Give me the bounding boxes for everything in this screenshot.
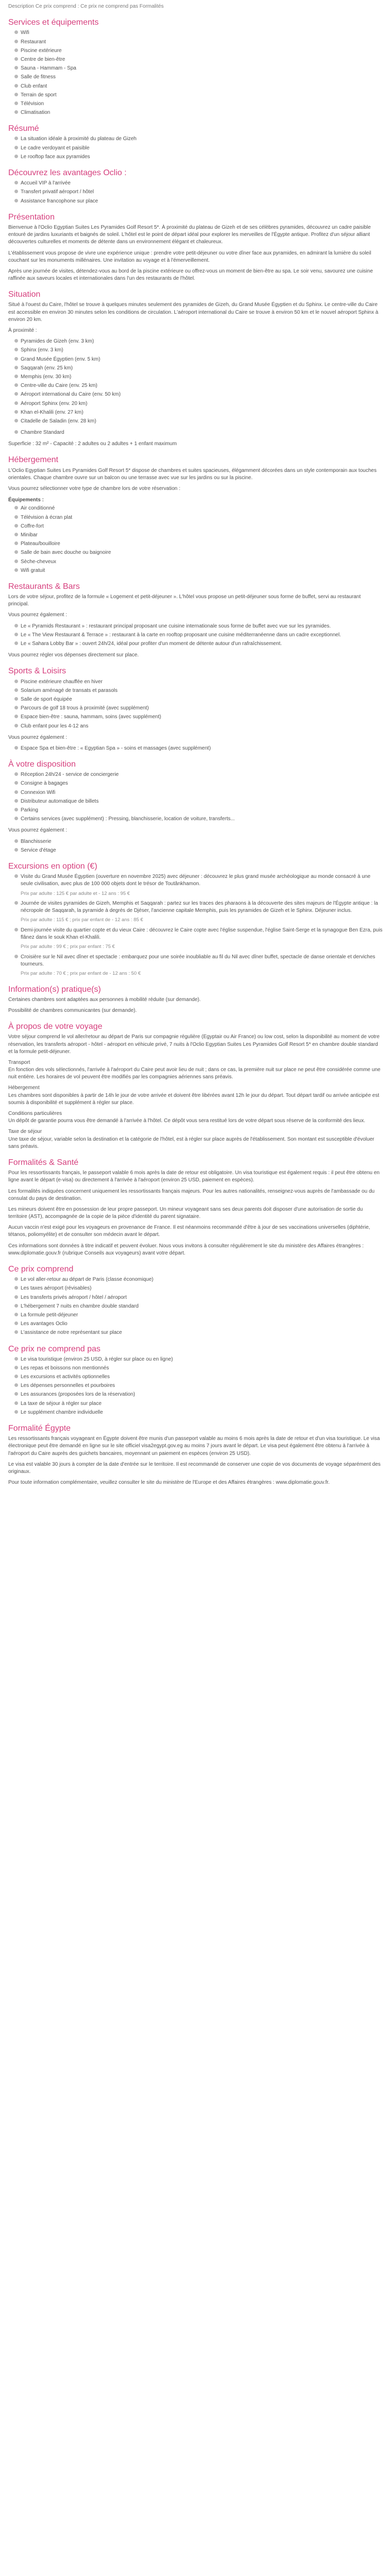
sport-item: Espace bien-être : sauna, hammam, soins (avec supplément) — [14, 714, 383, 721]
intro-text: Description Ce prix comprend : Ce prix ne comprend pas Formalités — [8, 4, 164, 9]
egypte-paragraph: Les ressortissants français voyageant en Égypte doivent être munis d'un passeport valable au moins 6 mois après la date de retour et d'un visa touristique. Le visa électronique peut être demandé en ligne sur le site officiel visa2egypt.gov.eg au moins 7 jours avant le départ. Le visa peut également être obtenu à l'arrivée à l'aéroport du Caire auprès des guichets bancaires, moyennant un paiement en espèces (environ 25 USD). — [8, 1436, 380, 1456]
advantage-item: Assistance francophone sur place — [14, 198, 383, 205]
included-list — [8, 1276, 383, 1336]
advantage-item: Accueil VIP à l'arrivée — [14, 180, 383, 187]
restaurants-paragraph: Lors de votre séjour, profitez de la formule « Logement et petit-déjeuner ». L'hôtel vous propose un petit-déjeuner sous forme de buffet, servi au restaurant principal. — [8, 594, 361, 607]
nearby-list — [8, 338, 383, 425]
section-title-restaurants: Restaurants & Bars — [8, 582, 80, 591]
info-paragraph: Certaines chambres sont adaptées aux personnes à mobilité réduite (sur demande). — [8, 996, 201, 1003]
formalites-paragraph: Aucun vaccin n'est exigé pour les voyageurs en provenance de France. Il est néanmoins recommandé d'être à jour de ses vaccinations universelles (diphtérie, tétanos, poliomyélite) et de consulter son médecin avant le départ. — [8, 1225, 370, 1238]
info-text — [8, 996, 383, 1014]
excursion-text: Journée de visites pyramides de Gizeh, Memphis et Saqqarah : partez sur les traces des pharaons à la découverte des sites majeurs de l'Égypte antique : la nécropole de Saqqarah, la pyramide à degrés de Djéser, l'ancienne capitale Memphis, puis les pyramides de Gizeh et le Sphinx. Déjeuner inclus. — [21, 900, 378, 914]
not-included-item: Les assurances (proposées lors de la réservation) — [14, 1391, 383, 1398]
presentation-paragraph: L'établissement vous propose de vivre une expérience unique : prendre votre petit-déjeuner ou votre dîner face aux pyramides, en admirant la lumière du soleil couchant sur les monuments millénaires. Une invitation au voyage et à l'émerveillement. — [8, 250, 371, 263]
presentation-text — [8, 224, 383, 282]
service-item: Club enfant — [14, 83, 383, 90]
disposition-item: Connexion Wifi — [14, 789, 383, 796]
situation-text — [8, 301, 383, 324]
presentation-paragraph: Bienvenue à l'Oclio Egyptian Suites Les Pyramides Golf Resort 5*. À proximité du plateau de Gizeh et de ses célèbres pyramides, découvrez un cadre paisible entouré de jardins luxuriants et baignés de soleil. L'hôtel est le point de départ idéal pour explorer les merveilles de l'Égypte antique. Profitez d'un séjour alliant découvertes culturelles et moments de détente dans un environnement élégant et chaleureux. — [8, 224, 371, 245]
nearby-item: Pyramides de Gizeh (env. 3 km) — [14, 338, 383, 345]
equipments-title: Équipements : — [8, 497, 44, 503]
section-title-disposition: À votre disposition — [8, 760, 76, 769]
excursion-text: Croisière sur le Nil avec dîner et spectacle : embarquez pour une soirée inoubliable au fil du Nil avec dîner buffet, spectacle de danse orientale et derviches tourneurs. — [21, 954, 376, 967]
propos-paragraph: Conditions particulières Un dépôt de garantie pourra vous être demandé à l'arrivée à l'hôtel. Ce dépôt vous sera restitué lors de votre départ sous réserve de la conformité des lieux. — [8, 1111, 365, 1124]
room-list — [8, 429, 383, 436]
excursion-price: Prix par adulte : 115 € ; prix par enfant de - 12 ans : 85 € — [21, 917, 143, 923]
section-title-formalites: Formalités & Santé — [8, 1158, 79, 1167]
sport-item: Solarium aménagé de transats et parasols — [14, 687, 383, 694]
service-item: Sauna - Hammam - Spa — [14, 65, 383, 72]
room-item — [14, 429, 383, 436]
not-included-item: Le visa touristique (environ 25 USD, à régler sur place ou en ligne) — [14, 1356, 383, 1363]
section-title-excursions: Excursions en option (€) — [8, 861, 97, 871]
excursion-list — [8, 873, 383, 977]
restaurant-item: Le « Sahara Lobby Bar » : ouvert 24h/24, idéal pour profiter d'un moment de détente autour d'un rafraîchissement. — [14, 640, 383, 648]
nearby-item: Grand Musée Égyptien (env. 5 km) — [14, 356, 383, 363]
service-item: Centre de bien-être — [14, 56, 383, 63]
equipment-item: Minibar — [14, 532, 383, 539]
not-included-item: Les excursions et activités optionnelles — [14, 1374, 383, 1381]
restaurant-item: Le « Pyramids Restaurant » : restaurant principal proposant une cuisine internationale sous forme de buffet avec vue sur les pyramides. — [14, 623, 383, 630]
excursion-item — [14, 873, 383, 897]
equipment-item: Plateau/bouilloire — [14, 540, 383, 548]
disposition-item: Réception 24h/24 - service de conciergerie — [14, 771, 383, 778]
section-title-comprend: Ce prix comprend — [8, 1265, 74, 1274]
excursion-item — [14, 954, 383, 977]
not-included-item: La taxe de séjour à régler sur place — [14, 1400, 383, 1408]
resume-list — [8, 135, 383, 161]
formalites-paragraph: Ces informations sont données à titre indicatif et peuvent évoluer. Nous vous invitons à consulter régulièrement le site du ministère des Affaires étrangères : www.diplomatie.gouv.fr (rubrique Conseils aux voyageurs) avant votre départ. — [8, 1243, 364, 1256]
section-title-hebergement: Hébergement — [8, 455, 58, 465]
service-item: Salle de fitness — [14, 74, 383, 81]
excursion-item — [14, 927, 383, 951]
avantages-list — [8, 180, 383, 205]
not-included-item: Le supplément chambre individuelle — [14, 1409, 383, 1416]
summary-item: Le rooftop face aux pyramides — [14, 154, 383, 161]
section-title-sports: Sports & Loisirs — [8, 667, 67, 676]
nearby-item: Khan el-Khalili (env. 27 km) — [14, 409, 383, 416]
advantage-item: Transfert privatif aéroport / hôtel — [14, 189, 383, 196]
formalites-paragraph: Pour les ressortissants français, le passeport valable 6 mois après la date de retour est obligatoire. Un visa touristique est également requis : il peut être obtenu en ligne avant le départ (e-visa) ou directement à l'arrivée à l'aéroport (environ 25 USD, paiement en espèces). — [8, 1170, 380, 1183]
egypte-paragraph: Le visa est valable 30 jours à compter de la date d'entrée sur le territoire. Il est recommandé de conserver une copie de vos documents de voyage séparément des originaux. — [8, 1461, 381, 1475]
excursion-text: Demi-journée visite du quartier copte et du vieux Caire : découvrez le Caire copte avec l'église suspendue, l'église Saint-Serge et la synagogue Ben Ezra, puis flânez dans le souk Khan el-Khalili. — [21, 927, 383, 941]
service-item: Terrain de sport — [14, 92, 383, 99]
disposition-item: Distributeur automatique de billets — [14, 798, 383, 805]
egypte-paragraph: Pour toute information complémentaire, veuillez consulter le site du ministère de l'Europe et des Affaires étrangères : www.diplomatie.gouv.fr. — [8, 1480, 330, 1486]
section-title-pas-comprend: Ce prix ne comprend pas — [8, 1344, 101, 1353]
section-title-services: Services et équipements — [8, 18, 99, 27]
nearby-intro: À proximité : — [8, 328, 37, 333]
sports-outro: Vous pourrez également : — [8, 734, 67, 740]
disposition-extra-list — [8, 838, 383, 854]
section-title-propos: À propos de votre voyage — [8, 1022, 103, 1031]
equipment-item: Wifi gratuit — [14, 567, 383, 574]
sport-item: Parcours de golf 18 trous à proximité (avec supplément) — [14, 705, 383, 712]
nearby-item: Centre-ville du Caire (env. 25 km) — [14, 382, 383, 389]
sport-item: Club enfant pour les 4-12 ans — [14, 723, 383, 730]
nearby-item: Aéroport Sphinx (env. 20 km) — [14, 400, 383, 408]
section-title-avantages: Découvrez les avantages Oclio : — [8, 168, 127, 177]
excursion-text: Visite du Grand Musée Égyptien (ouverture en novembre 2025) avec déjeuner : découvrez le plus grand musée archéologique au monde consacré à une seule civilisation, avec plus de 100 000 objets dont le trésor de Toutânkhamon. — [21, 874, 371, 887]
presentation-paragraph: Après une journée de visites, détendez-vous au bord de la piscine extérieure ou offrez-vous un moment de bien-être au spa. Le soir venu, savourez une cuisine raffinée aux saveurs locales et internationales dans l'un des restaurants de l'hôtel. — [8, 268, 373, 282]
excursion-price: Prix par adulte : 125 € par adulte et - 12 ans : 95 € — [21, 890, 130, 896]
service-item: Restaurant — [14, 39, 383, 46]
not-included-list — [8, 1356, 383, 1416]
nearby-item: Memphis (env. 30 km) — [14, 374, 383, 381]
equipment-item: Sèche-cheveux — [14, 558, 383, 566]
disposition-item: Parking — [14, 807, 383, 814]
included-item: L'assistance de notre représentant sur place — [14, 1329, 383, 1336]
equipments-list — [8, 505, 383, 574]
propos-paragraph: Transport En fonction des vols sélectionnés, l'arrivée à l'aéroport du Caire peut avoir lieu de nuit ; dans ce cas, la première nuit sur place ne peut être considérée comme une nuit entière. Les horaires de vol peuvent être modifiés par les compagnies aériennes sans préavis. — [8, 1059, 381, 1080]
restaurants-list — [8, 623, 383, 648]
summary-item: La situation idéale à proximité du plateau de Gizeh — [14, 135, 383, 143]
equipment-item: Télévision à écran plat — [14, 514, 383, 521]
restaurant-item: Le « The View Restaurant & Terrace » : restaurant à la carte en rooftop proposant une cuisine méditerranéenne dans un cadre exceptionnel. — [14, 632, 383, 639]
service-item: Télévision — [14, 100, 383, 108]
excursion-price: Prix par adulte : 70 € ; prix par enfant de - 12 ans : 50 € — [21, 971, 141, 977]
formalites-paragraph: Les formalités indiquées concernent uniquement les ressortissants français majeurs. Pour les autres nationalités, renseignez-vous auprès de l'ambassade ou du consulat du pays de destination. — [8, 1188, 375, 1201]
summary-item: Le cadre verdoyant et paisible — [14, 145, 383, 152]
section-title-resume: Résumé — [8, 124, 39, 133]
equipment-item: Salle de bain avec douche ou baignoire — [14, 549, 383, 556]
disposition-item: Consigne à bagages — [14, 780, 383, 787]
service-item: Piscine extérieure — [14, 47, 383, 55]
formalites-paragraph: Les mineurs doivent être en possession de leur propre passeport. Un mineur voyageant sans ses deux parents doit disposer d'une autorisation de sortie du territoire (AST), accompagnée de la copie de la pièce d'identité du parent signataire. — [8, 1206, 363, 1220]
hebergement-paragraph: L'Oclio Egyptian Suites Les Pyramides Golf Resort 5* dispose de chambres et suites spacieuses, élégamment décorées dans un style contemporain aux touches orientales. Chaque chambre ouvre sur un balcon ou une terrasse avec vue sur les jardins ou sur la piscine. — [8, 467, 377, 481]
included-item: Le vol aller-retour au départ de Paris (classe économique) — [14, 1276, 383, 1283]
egypte-text — [8, 1435, 383, 1486]
restaurants-paragraph: Vous pourrez également : — [8, 612, 67, 618]
nearby-item: Sphinx (env. 3 km) — [14, 347, 383, 354]
section-title-info: Information(s) pratique(s) — [8, 985, 101, 994]
section-title-situation: Situation — [8, 290, 41, 299]
service-item: Wifi — [14, 29, 383, 37]
propos-text — [8, 1033, 383, 1150]
service-item: Climatisation — [14, 109, 383, 116]
sports-list — [8, 679, 383, 730]
disposition-extra-item: Blanchisserie — [14, 838, 383, 845]
info-paragraph: Possibilité de chambres communicantes (sur demande). — [8, 1007, 137, 1013]
excursion-item — [14, 900, 383, 924]
restaurants-text — [8, 594, 383, 619]
included-item: Les avantages Oclio — [14, 1320, 383, 1328]
included-item: Les taxes aéroport (révisables) — [14, 1285, 383, 1292]
nearby-item: Saqqarah (env. 25 km) — [14, 365, 383, 372]
propos-paragraph: Hébergement Les chambres sont disponibles à partir de 14h le jour de votre arrivée et doivent être libérées avant 12h le jour du départ. Tout départ tardif ou arrivée anticipée est soumis à disponibilité et supplément à régler sur place. — [8, 1085, 380, 1106]
room-description: Superficie : 32 m² - Capacité : 2 adultes ou 2 adultes + 1 enfant maximum — [8, 441, 177, 447]
included-item: Les transferts privés aéroport / hôtel / aéroport — [14, 1294, 383, 1301]
excursion-price: Prix par adulte : 99 € ; prix par enfant : 75 € — [21, 944, 115, 950]
included-item: L'hébergement 7 nuits en chambre double standard — [14, 1303, 383, 1310]
hebergement-paragraph: Vous pourrez sélectionner votre type de chambre lors de votre réservation : — [8, 486, 181, 492]
section-title-egypte: Formalité Égypte — [8, 1424, 71, 1433]
hebergement-text — [8, 467, 383, 493]
included-item: La formule petit-déjeuner — [14, 1312, 383, 1319]
propos-paragraph: Taxe de séjour Une taxe de séjour, variable selon la destination et la catégorie de l'hôtel, est à régler sur place auprès de l'établissement. Son montant est susceptible d'évoluer sans préavis. — [8, 1129, 374, 1149]
room-label: Chambre Standard — [21, 430, 64, 436]
not-included-item: Les repas et boissons non mentionnés — [14, 1365, 383, 1372]
not-included-item: Les dépenses personnelles et pourboires — [14, 1382, 383, 1389]
disposition-extra-item: Service d'étage — [14, 847, 383, 854]
nearby-item: Aéroport international du Caire (env. 50 km) — [14, 391, 383, 398]
equipment-item: Air conditionné — [14, 505, 383, 512]
sport-item: Piscine extérieure chauffée en hiver — [14, 679, 383, 686]
disposition-item: Certains services (avec supplément) : Pressing, blanchisserie, location de voiture, transferts... — [14, 816, 383, 823]
disposition-list — [8, 771, 383, 823]
equipment-item: Coffre-fort — [14, 523, 383, 530]
sport-extra-item: Espace Spa et bien-être : « Egyptian Spa » - soins et massages (avec supplément) — [14, 745, 383, 752]
propos-paragraph: Votre séjour comprend le vol aller/retour au départ de Paris sur compagnie régulière (Egyptair ou Air France) ou low cost, selon la disponibilité au moment de votre réservation, les transferts aéroport - hôtel - aéroport en véhicule privé, 7 nuits à l'Oclio Egyptian Suites Les Pyramides Golf Resort 5* en chambre double standard et la formule petit-déjeuner. — [8, 1034, 380, 1055]
sports-extra-list — [8, 745, 383, 752]
situation-paragraph: Situé à l'ouest du Caire, l'hôtel se trouve à quelques minutes seulement des pyramides de Gizeh, du Grand Musée Égyptien et du Sphinx. Le centre-ville du Caire est accessible en environ 30 minutes selon les conditions de circulation. L'aéroport international du Caire se trouve à environ 50 km et le nouvel aéroport Sphinx à environ 20 km. — [8, 302, 379, 323]
section-title-presentation: Présentation — [8, 212, 55, 222]
sport-item: Salle de sport équipée — [14, 696, 383, 703]
nearby-item: Citadelle de Saladin (env. 28 km) — [14, 418, 383, 425]
restaurants-outro: Vous pourrez régler vos dépenses directement sur place. — [8, 652, 139, 658]
disposition-more: Vous pourrez également : — [8, 827, 67, 834]
services-list — [8, 29, 383, 116]
formalites-text — [8, 1170, 383, 1257]
